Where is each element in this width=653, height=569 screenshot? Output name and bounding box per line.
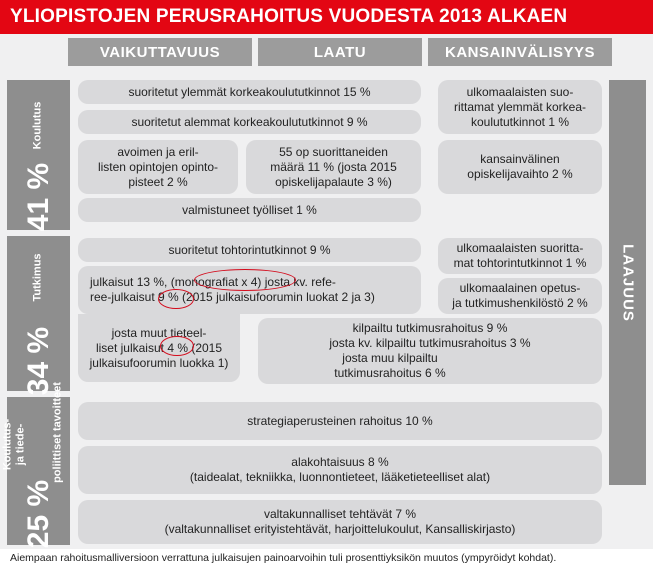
side-bar-laajuus	[609, 80, 646, 485]
column-header-laatu: LAATU	[258, 38, 422, 66]
side-bar-muut-tavoitteet	[1, 382, 70, 549]
column-header-kansainvalisyys: KANSAINVÄLISYYS	[428, 38, 612, 66]
side-label-tutkimus: Tutkimus	[31, 253, 44, 302]
box-text: julkaisut 13 %, (monografiat x 4) josta kv. refe-	[90, 275, 336, 289]
box-text: kansainvälinen	[480, 152, 560, 166]
box-text: ulkomaalainen opetus-	[459, 281, 581, 295]
box-text: kilpailtu tutkimusrahoitus 9 %	[352, 321, 508, 335]
box-kilpailtu-rahoitus	[258, 318, 602, 384]
box-text: josta muu kilpailtu	[342, 351, 438, 365]
box-text: opiskelijavaihto 2 %	[467, 167, 573, 181]
side-label-muut-3: poliittiset tavoitteet	[51, 382, 64, 483]
highlight-9pct-circle	[158, 289, 194, 309]
box-tohtorintutkinnot	[78, 238, 421, 262]
box-text: julkaisufoorumin luokka 1)	[89, 355, 229, 370]
box-text: (valtakunnalliset erityistehtävät, harjoittelukoulut, Kansalliskirjasto)	[164, 522, 516, 536]
side-label-koulutus: Koulutus	[31, 101, 44, 150]
side-pct-muut: 25 %	[22, 479, 55, 549]
box-text: suoritetut ylemmät korkeakoulututkinnot 15 %	[128, 84, 371, 99]
side-bar-koulutus	[7, 80, 70, 230]
footnote: Aiempaan rahoitusmalliversioon verrattuna julkaisujen painoarvoihin tuli prosenttiyksikön muutos (ympyröidyt kohdat).	[10, 552, 557, 564]
box-text: opiskelijapalaute 3 %)	[275, 174, 392, 189]
box-ulkomaalainen-henkilosto	[438, 278, 602, 314]
box-text: valtakunnalliset tehtävät 7 %	[263, 507, 417, 521]
box-text: josta kv. kilpailtu tutkimusrahoitus 3 %	[329, 336, 531, 350]
box-text: ja tutkimushenkilöstö 2 %	[452, 296, 588, 310]
box-text: ree-julkaisut 9 % (2015 julkaisufoorumin luokat 2 ja 3)	[90, 290, 375, 304]
box-text: (taidealat, tekniikka, luonnontieteet, lääketieteelliset alat)	[189, 470, 491, 484]
box-strategiarahoitus	[78, 402, 602, 440]
box-text: liset julkaisut 4 % (2015	[95, 340, 223, 355]
box-valtakunnalliset-tehtavat	[78, 500, 602, 544]
box-text: valmistuneet työlliset 1 %	[182, 202, 317, 217]
box-text: koulututkinnot 1 %	[470, 114, 570, 129]
highlight-monografiat-circle	[194, 269, 296, 291]
page-title: YLIOPISTOJEN PERUSRAHOITUS VUODESTA 2013 ALKAEN	[10, 6, 568, 27]
box-alemmat-tutkinnot	[78, 110, 421, 134]
side-pct-koulutus: 41 %	[22, 162, 55, 232]
column-header-vaikuttavuus: VAIKUTTAVUUS	[68, 38, 252, 66]
box-alakohtaisuus	[78, 446, 602, 494]
box-text: 55 op suorittaneiden	[279, 144, 388, 159]
side-label-muut-2: ja tiede-	[14, 423, 27, 466]
box-opiskelijavaihto	[438, 140, 602, 194]
box-text: ulkomaalaisten suoritta-	[456, 241, 584, 255]
box-text: ulkomaalaisten suo-	[466, 84, 574, 99]
box-text: tutkimusrahoitus 6 %	[334, 366, 446, 380]
box-text: mat tohtorintutkinnot 1 %	[453, 256, 587, 270]
box-text: strategiaperusteinen rahoitus 10 %	[247, 413, 433, 428]
box-avoimet-opinnot	[78, 140, 238, 194]
box-muut-julkaisut	[78, 314, 240, 382]
box-text: rittamat ylemmät korkea-	[453, 99, 587, 114]
box-text: avoimen ja eril-	[117, 144, 199, 159]
side-label-muut-1: Koulutus-	[1, 418, 14, 471]
box-55op-suorittaneet	[246, 140, 421, 194]
box-ylemmat-tutkinnot	[78, 80, 421, 104]
box-text: määrä 11 % (josta 2015	[270, 159, 397, 174]
box-text: pisteet 2 %	[128, 174, 188, 189]
box-text: josta muut tieteel-	[111, 325, 207, 340]
box-text: listen opintojen opinto-	[97, 159, 219, 174]
box-ulkomaalaiset-ylemmat	[438, 80, 602, 134]
box-text: suoritetut tohtorintutkinnot 9 %	[168, 242, 331, 257]
side-pct-tutkimus: 34 %	[22, 326, 55, 396]
side-bar-tutkimus	[7, 236, 70, 396]
title-bar	[0, 0, 653, 34]
box-text: suoritetut alemmat korkeakoulututkinnot 9 %	[131, 114, 368, 129]
box-valmistuneet-tyolliset	[78, 198, 421, 222]
highlight-4pct-circle	[160, 336, 194, 356]
box-text: alakohtaisuus 8 %	[291, 455, 389, 469]
box-ulkomaalaiset-tohtorit	[438, 238, 602, 274]
laajuus-label: LAAJUUS	[619, 243, 636, 322]
